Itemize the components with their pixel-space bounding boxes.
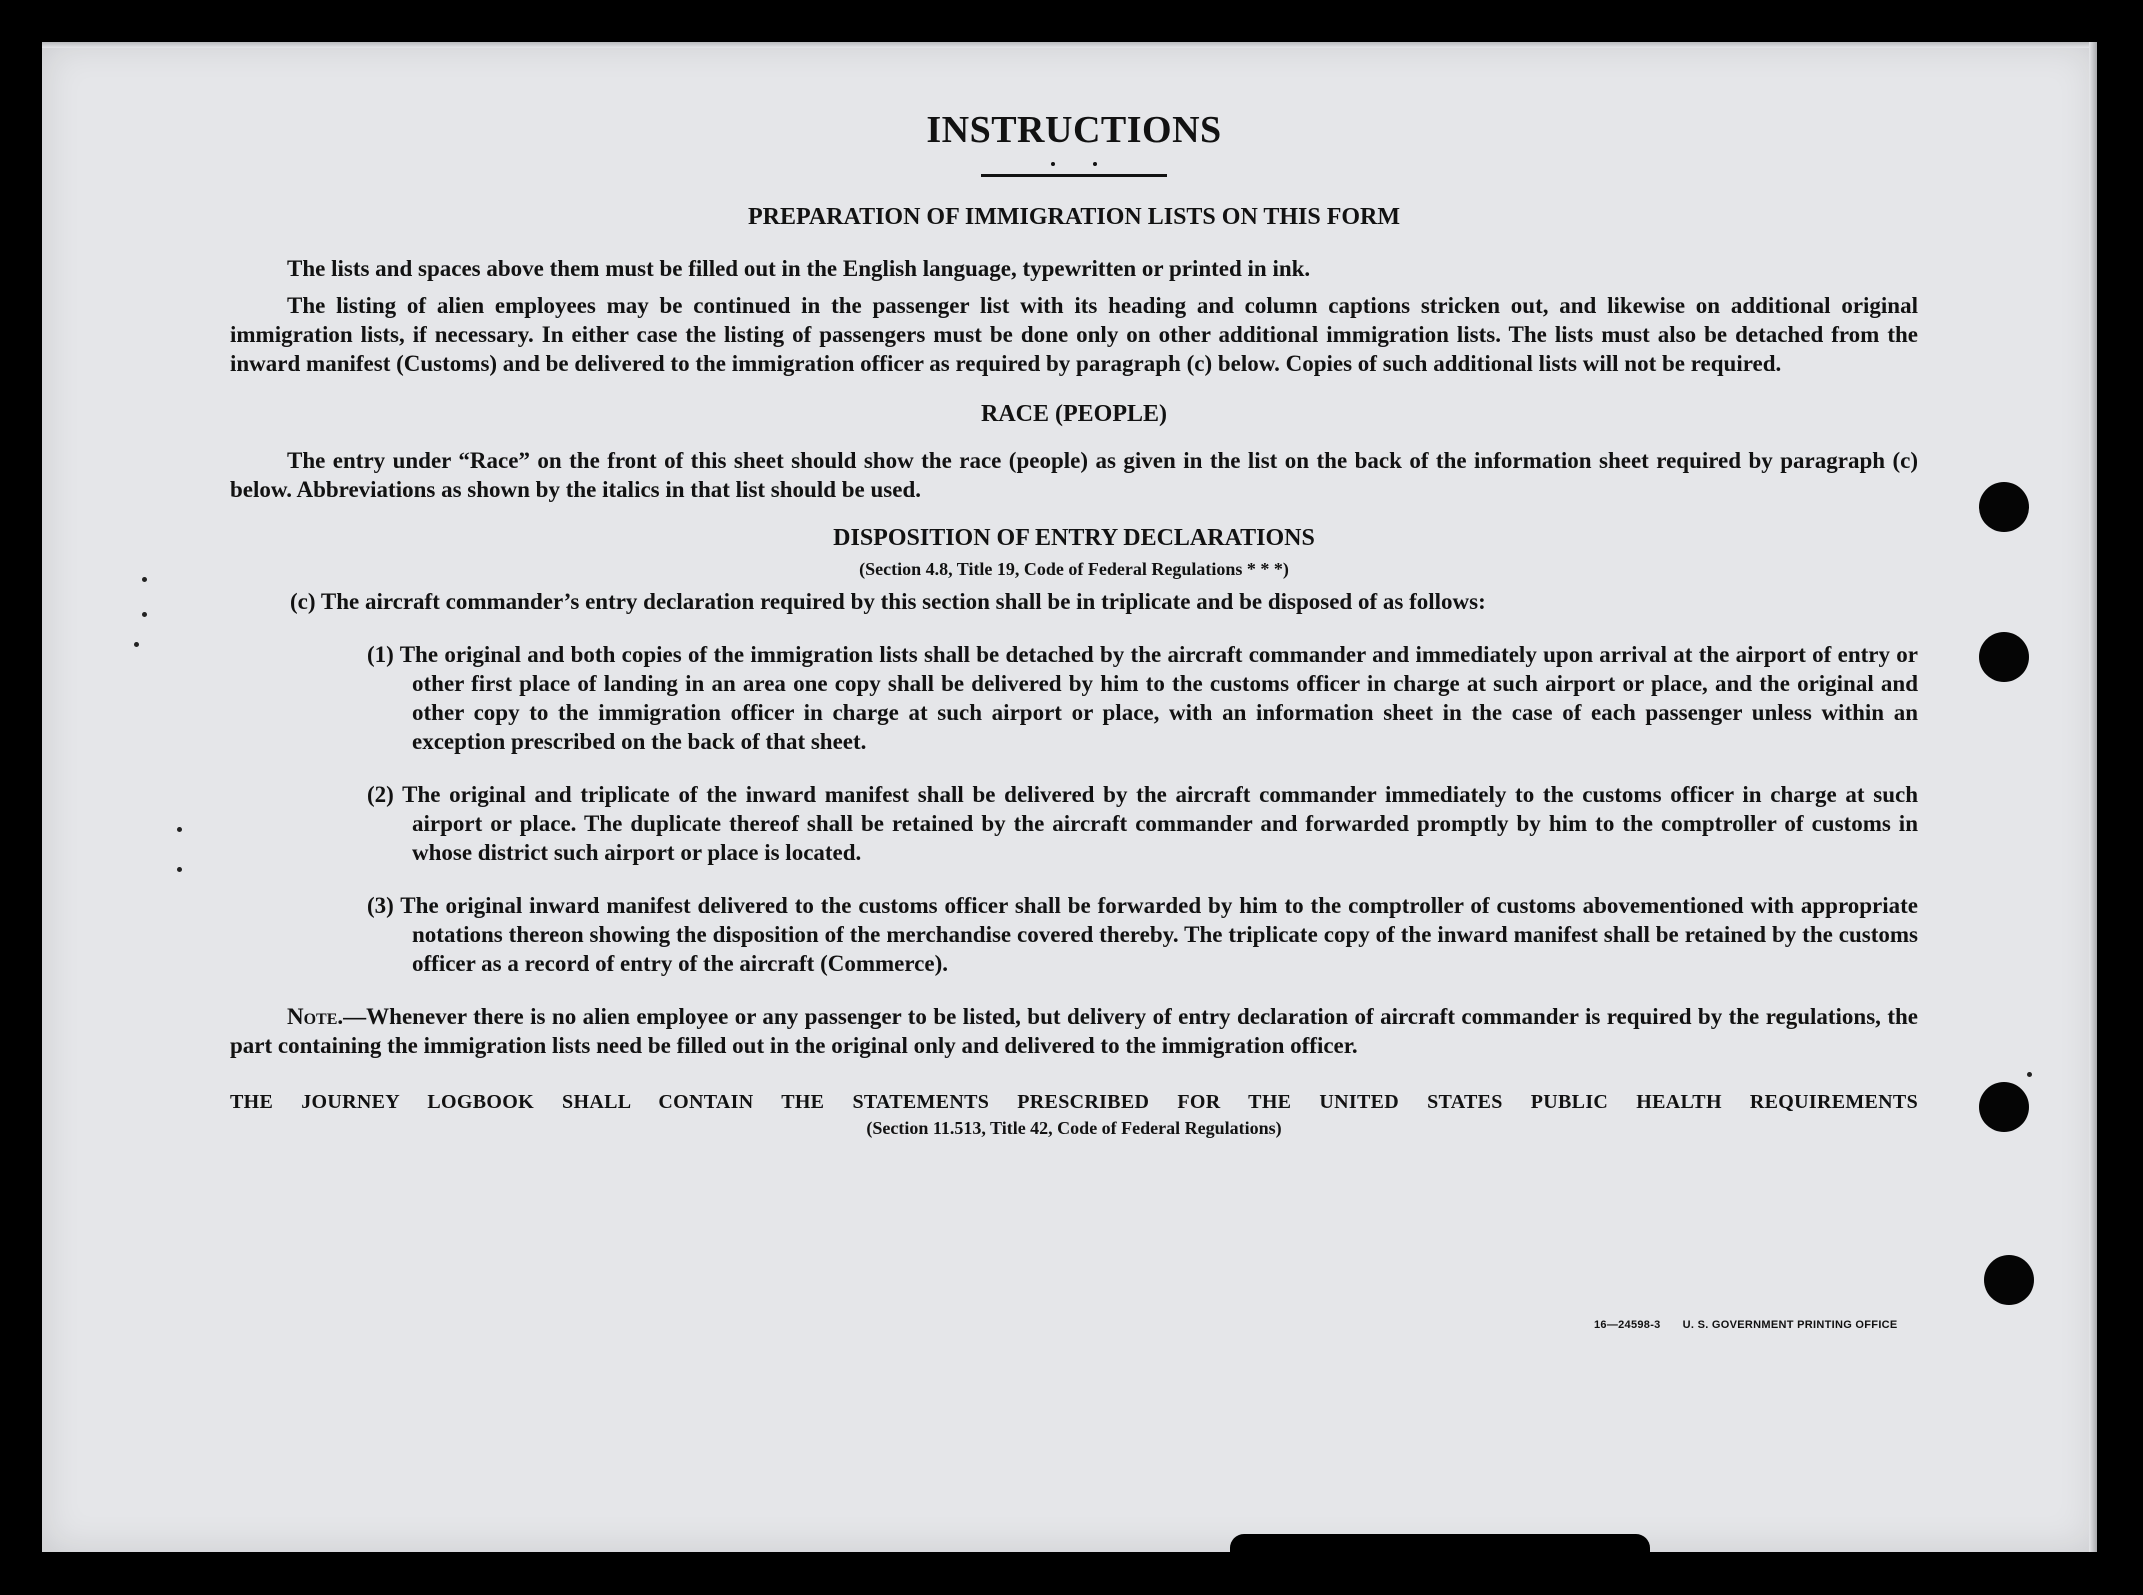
public-health-statement: THE JOURNEY LOGBOOK SHALL CONTAIN THE STATEMENTS PRESCRIBED FOR THE UNITED STATES PUBLIC HEALTH REQUIREMENTS bbox=[230, 1090, 1918, 1113]
disposition-item-3: (3) The original inward manifest delivered to the customs officer shall be forwarded by him to the comptroller of customs abovementioned with appropriate notations thereon showing the disposition of the merchandise covered thereby. The triplicate copy of the inward manifest shall be retained by the customs officer as a record of entry of the aircraft (Commerce). bbox=[367, 892, 1918, 976]
note-text: —Whenever there is no alien employee or any passenger to be listed, but delivery of entry declaration of aircraft commander is required by the regulations, the part containing the immigration lists need be filled out in the original only and delivered to the immigration officer. bbox=[230, 1003, 1918, 1058]
disposition-citation: (Section 4.8, Title 19, Code of Federal Regulations * * *) bbox=[859, 559, 1289, 580]
printer-name: U. S. GOVERNMENT PRINTING OFFICE bbox=[1682, 1319, 1898, 1331]
scan-speck bbox=[142, 577, 147, 582]
preparation-paragraph-1: The lists and spaces above them must be filled out in the English language, typewritten or printed in ink. bbox=[287, 255, 1311, 281]
disposition-item-1: (1) The original and both copies of the immigration lists shall be detached by the aircraft commander and immediately upon arrival at the airport of entry or other first place of landing in an area one copy shall be delivered by him to the customs officer in charge at such airport or place, and the original and other copy to the immigration officer in charge at such airport or place, with an information sheet in the case of each passenger unless within an exception prescribed on the back of that sheet. bbox=[367, 641, 1918, 754]
race-heading: RACE (PEOPLE) bbox=[981, 400, 1167, 427]
scan-edge-tab bbox=[1230, 1534, 1650, 1564]
title-underline bbox=[981, 174, 1167, 177]
disposition-item-2: (2) The original and triplicate of the inward manifest shall be delivered by the aircraft commander immediately to the customs officer in charge at such airport or place. The duplicate thereof shall be retained by the aircraft commander and forwarded promptly by him to the comptroller of customs in whose district such airport or place is located. bbox=[367, 781, 1918, 865]
form-number: 16—24598-3 bbox=[1594, 1319, 1661, 1331]
page-title: INSTRUCTIONS bbox=[926, 109, 1222, 151]
public-health-citation: (Section 11.513, Title 42, Code of Federal Regulations) bbox=[866, 1117, 1282, 1138]
punch-hole bbox=[1984, 1255, 2034, 1305]
scan-speck bbox=[2027, 1072, 2032, 1077]
punch-hole bbox=[1979, 482, 2029, 532]
scan-speck bbox=[134, 642, 139, 647]
disposition-intro: (c) The aircraft commander’s entry declaration required by this section shall be in triplicate and be disposed of as follows: bbox=[290, 588, 1486, 614]
race-paragraph: The entry under “Race” on the front of this sheet should show the race (people) as given in the list on the back of the information sheet required by paragraph (c) below. Abbreviations as shown by the italics in that list should be used. bbox=[230, 448, 1918, 503]
punch-hole bbox=[1979, 1082, 2029, 1132]
instructions-body bbox=[230, 110, 1918, 1139]
scan-speck bbox=[177, 867, 182, 872]
punch-hole bbox=[1979, 632, 2029, 682]
note-paragraph bbox=[230, 1002, 1918, 1060]
scan-speck bbox=[142, 612, 147, 617]
scan-speck bbox=[177, 827, 182, 832]
preparation-paragraph-2: The listing of alien employees may be continued in the passenger list with its heading and column captions stricken out, and likewise on additional original immigration lists, if necessary. In either case the listing of passengers must be done only on other additional immigration lists. The lists must also be detached from the inward manifest (Customs) and be delivered to the immigration officer as required by paragraph (c) below. Copies of such additional lists will not be required. bbox=[230, 292, 1918, 376]
preparation-heading: PREPARATION OF IMMIGRATION LISTS ON THIS FORM bbox=[747, 203, 1401, 230]
note-label: Note. bbox=[287, 1003, 344, 1029]
disposition-heading: DISPOSITION OF ENTRY DECLARATIONS bbox=[833, 525, 1315, 552]
printer-imprint bbox=[1594, 1319, 1920, 1331]
